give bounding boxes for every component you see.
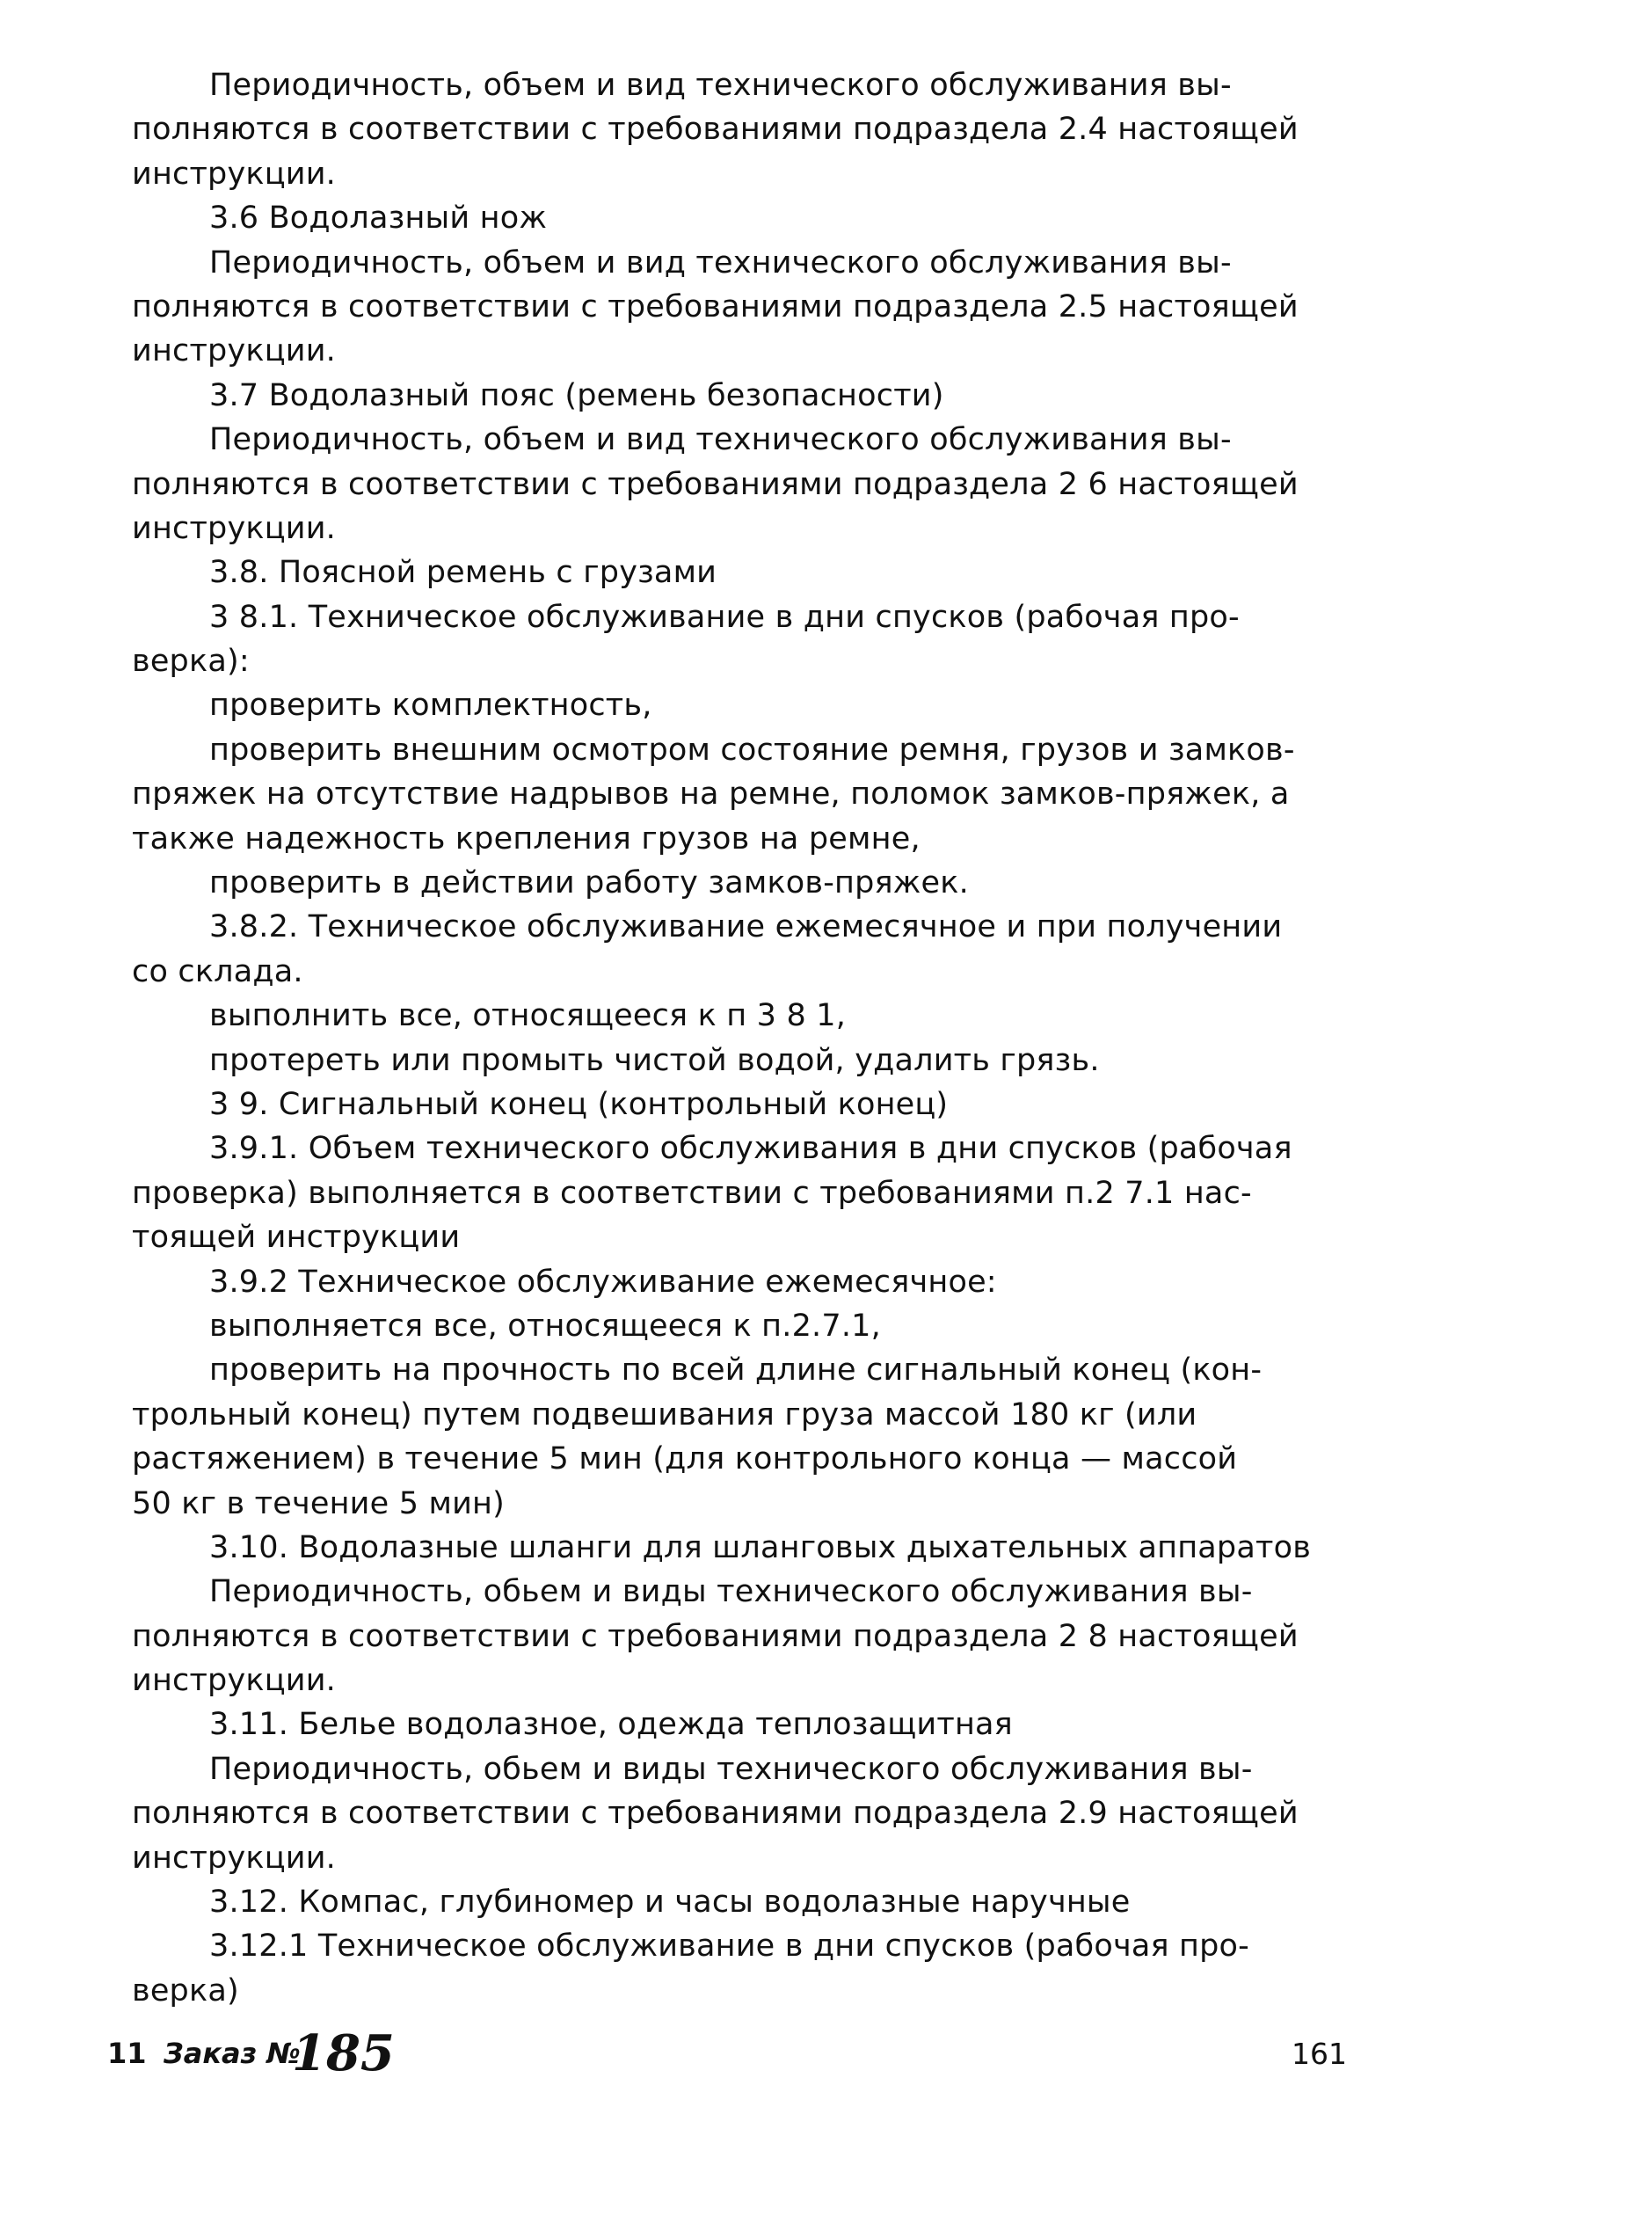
- text-line: полняются в соответствии с требованиями подраздела 2.9 настоящей: [132, 1796, 1299, 1832]
- text-line: Периодичность, обьем и виды технического обслуживания вы-: [209, 1751, 1253, 1787]
- text-line: 3 9. Сигнальный конец (контрольный конец): [209, 1086, 949, 1122]
- text-line: со склада.: [132, 953, 303, 989]
- text-line: Периодичность, объем и вид технического обслуживания вы-: [209, 244, 1232, 281]
- signature-number: 11: [107, 2037, 147, 2070]
- text-line: 3.8. Поясной ремень с грузами: [209, 555, 717, 591]
- text-line: 3 8.1. Техническое обслуживание в дни спусков (рабочая про-: [209, 599, 1240, 635]
- text-line: проверить внешним осмотром состояние ремня, грузов и замков-: [209, 732, 1295, 768]
- text-line: 50 кг в течение 5 мин): [132, 1485, 505, 1521]
- text-line: тоящей инструкции: [132, 1220, 461, 1256]
- text-line: проверить комплектность,: [209, 688, 652, 724]
- text-line: проверить в действии работу замков-пряжек.: [209, 865, 969, 901]
- text-line: инструкции.: [132, 333, 336, 369]
- text-line: 3.7 Водолазный пояс (ремень безопасности): [209, 377, 944, 413]
- text-line: инструкции.: [132, 156, 336, 192]
- text-line: инструкции.: [132, 510, 336, 546]
- text-line: протереть или промыть чистой водой, удалить грязь.: [209, 1042, 1100, 1078]
- order-label: Заказ №: [164, 2037, 301, 2070]
- page-footer: [107, 2024, 1347, 2082]
- text-line: растяжением) в течение 5 мин (для контрольного конца — массой: [132, 1441, 1238, 1477]
- text-line: 3.12.1 Техническое обслуживание в дни спусков (рабочая про-: [209, 1928, 1250, 1965]
- text-line: 3.12. Компас, глубиномер и часы водолазные наручные: [209, 1885, 1131, 1921]
- text-line: 3.8.2. Техническое обслуживание ежемесячное и при получении: [209, 909, 1283, 945]
- text-line: инструкции.: [132, 1840, 336, 1876]
- text-line: 3.11. Белье водолазное, одежда теплозащитная: [209, 1707, 1013, 1743]
- text-line: инструкции.: [132, 1663, 336, 1699]
- text-line: 3.10. Водолазные шланги для шланговых дыхательных аппаратов: [209, 1529, 1312, 1565]
- page-number: 161: [1292, 2037, 1347, 2071]
- text-line: выполнить все, относящееся к п 3 8 1,: [209, 998, 847, 1034]
- text-line: полняются в соответствии с требованиями подраздела 2.5 настоящей: [132, 288, 1299, 324]
- text-line: 3.6 Водолазный нож: [209, 200, 548, 237]
- text-line: полняются в соответствии с требованиями подраздела 2 6 настоящей: [132, 466, 1299, 502]
- text-line: полняются в соответствии с требованиями подраздела 2 8 настоящей: [132, 1618, 1299, 1654]
- text-line: полняются в соответствии с требованиями подраздела 2.4 настоящей: [132, 112, 1299, 148]
- text-line: верка):: [132, 644, 250, 680]
- text-line: Периодичность, объем и вид технического обслуживания вы-: [209, 68, 1232, 103]
- text-line: 3.9.2 Техническое обслуживание ежемесячное:: [209, 1264, 997, 1300]
- text-line: также надежность крепления грузов на ремне,: [132, 820, 921, 857]
- text-line: проверить на прочность по всей длине сигнальный конец (кон-: [209, 1352, 1263, 1389]
- text-line: трольный конец) путем подвешивания груза массой 180 кг (или: [132, 1396, 1197, 1433]
- text-line: выполняется все, относящееся к п.2.7.1,: [209, 1308, 881, 1344]
- text-line: проверка) выполняется в соответствии с требованиями п.2 7.1 нас-: [132, 1175, 1252, 1211]
- body-text: [132, 63, 1345, 2013]
- text-line: Периодичность, обьем и виды технического обслуживания вы-: [209, 1574, 1253, 1610]
- text-line: 3.9.1. Объем технического обслуживания в дни спусков (рабочая: [209, 1131, 1292, 1167]
- text-line: пряжек на отсутствие надрывов на ремне, поломок замков-пряжек, а: [132, 776, 1290, 813]
- handwritten-order-number: 185: [292, 2024, 395, 2082]
- text-line: Периодичность, объем и вид технического обслуживания вы-: [209, 422, 1232, 458]
- text-line: верка): [132, 1972, 239, 2009]
